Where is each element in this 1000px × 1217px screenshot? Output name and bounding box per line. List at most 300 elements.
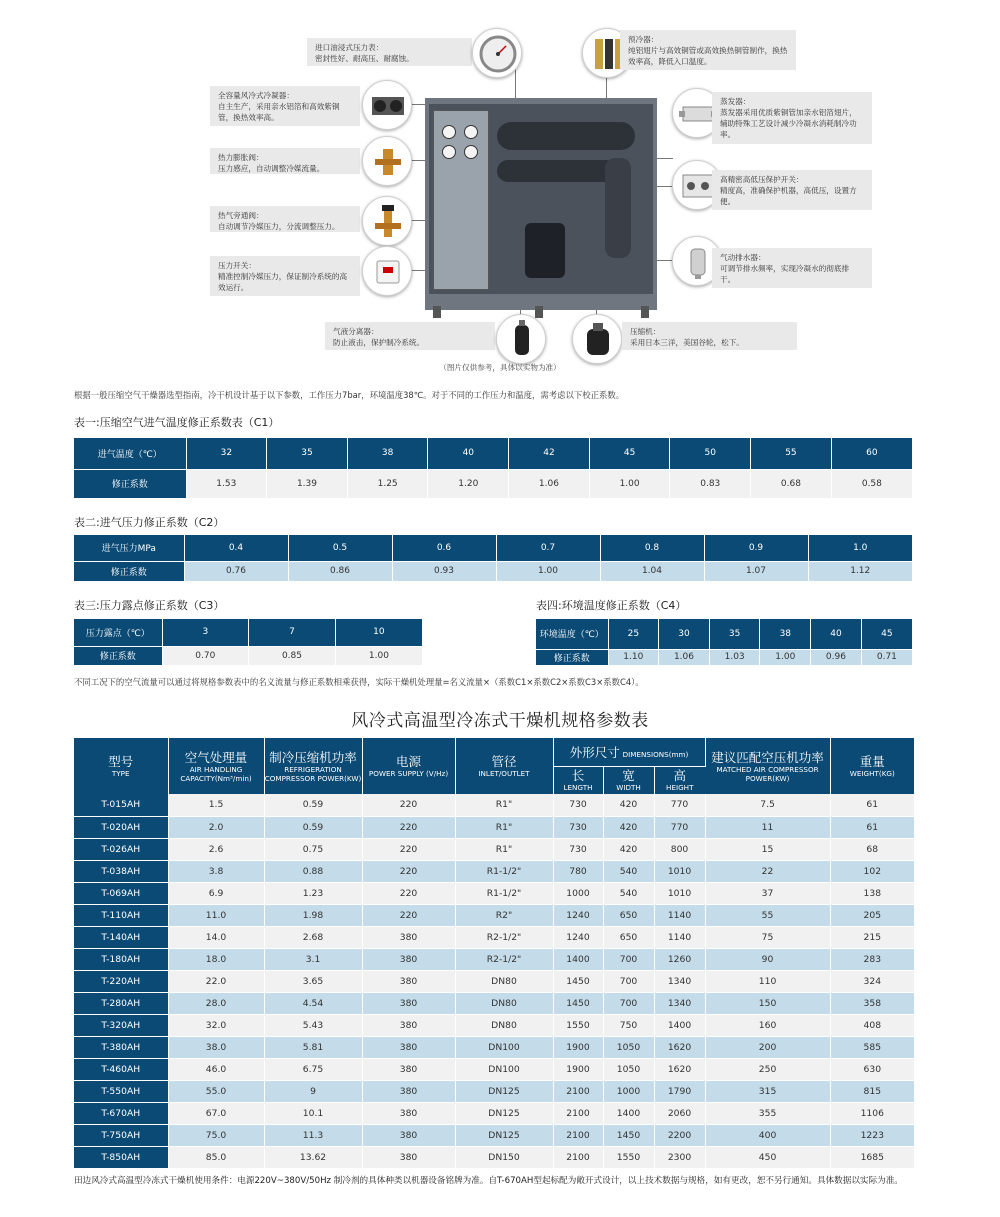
panel-gauge-icon (442, 125, 456, 139)
callout-separator (325, 322, 495, 350)
cell-model: T-850AH (74, 1146, 168, 1168)
header-model-cn: 型号 (108, 754, 134, 769)
cell-height: 1260 (654, 948, 705, 970)
table3-header-cell: 10 (335, 619, 422, 646)
cell-compressor-power: 3.65 (264, 970, 362, 992)
table1-value-row (74, 469, 912, 498)
callout-title: 热气旁通阀： (218, 211, 264, 220)
cell-power-supply: 220 (362, 860, 455, 882)
table1-value-cell: 1.06 (509, 469, 590, 498)
callout-title: 全容量风冷式冷凝器： (218, 91, 294, 100)
cell-pipe-size: R1" (455, 816, 553, 838)
table3-header-row (74, 619, 422, 646)
table-row (74, 1146, 914, 1168)
table1-value-cell: 1.53 (186, 469, 267, 498)
cell-length: 730 (553, 816, 603, 838)
header-supply-en: POWER SUPPLY (V/Hz) (368, 769, 449, 778)
table2-value-cell: 0.76 (184, 561, 288, 581)
cell-length: 780 (553, 860, 603, 882)
table1-value-cell: 1.39 (267, 469, 348, 498)
cell-pipe-size: DN80 (455, 1014, 553, 1036)
cell-weight: 1223 (830, 1124, 914, 1146)
cell-length: 1450 (553, 992, 603, 1014)
cell-power-supply: 380 (362, 1102, 455, 1124)
product-diagram (0, 0, 1000, 385)
table1-header-cell: 42 (509, 438, 590, 469)
header-len-cn: 长 (571, 768, 585, 784)
cell-height: 800 (654, 838, 705, 860)
header-model-en: TYPE (111, 769, 130, 778)
table2-header-cell: 1.0 (808, 535, 912, 561)
table4-value-cell: 0.96 (811, 649, 862, 665)
cell-height: 1140 (654, 904, 705, 926)
cell-compressor-power: 0.59 (264, 794, 362, 816)
table2-header-cell: 0.6 (392, 535, 496, 561)
header-dim-cn: 外形尺寸 (569, 744, 620, 760)
cell-weight: 68 (830, 838, 914, 860)
cell-air-capacity: 75.0 (168, 1124, 264, 1146)
callout-desc: 纯铝翅片与高效铜管或高效换热铜管制作，换热效率高，降低入口温度。 (628, 46, 788, 66)
cell-matched-power: 250 (705, 1058, 830, 1080)
table2-value-cell: 1.12 (808, 561, 912, 581)
cell-power-supply: 380 (362, 1058, 455, 1080)
table-row (74, 1124, 914, 1146)
cell-matched-power: 150 (705, 992, 830, 1014)
cell-width: 1000 (603, 1080, 654, 1102)
table-row (74, 1102, 914, 1124)
cell-width: 1550 (603, 1146, 654, 1168)
cell-power-supply: 220 (362, 794, 455, 816)
callout-desc: 蒸发器采用优质紫铜管加亲水铝箔翅片，辅助特殊工艺设计减少冷凝水消耗制冷功率。 (720, 108, 857, 139)
cell-model: T-110AH (74, 904, 168, 926)
header-hei-en: HEIGHT (666, 783, 694, 793)
table3 (74, 619, 422, 665)
cell-length: 2100 (553, 1080, 603, 1102)
cell-model: T-069AH (74, 882, 168, 904)
cell-air-capacity: 28.0 (168, 992, 264, 1014)
header-weight (830, 738, 914, 794)
callout-desc: 自动调节冷媒压力，分流调整压力。 (218, 222, 340, 231)
callout-bypass-valve (210, 206, 360, 232)
cell-pipe-size: R1-1/2" (455, 882, 553, 904)
cell-length: 730 (553, 838, 603, 860)
cell-length: 2100 (553, 1146, 603, 1168)
cell-air-capacity: 14.0 (168, 926, 264, 948)
table-row (74, 904, 914, 926)
callout-evaporator (712, 92, 872, 144)
header-width (603, 766, 654, 794)
table4-header-cell: 45 (861, 619, 912, 649)
table1-value-cell: 0.58 (831, 469, 912, 498)
cell-pipe-size: DN80 (455, 970, 553, 992)
table4 (536, 619, 912, 665)
cell-weight: 815 (830, 1080, 914, 1102)
table3-header-cell: 7 (249, 619, 336, 646)
panel-gauge-icon (442, 145, 456, 159)
header-weight-cn: 重量 (859, 754, 885, 769)
cell-length: 1900 (553, 1058, 603, 1080)
table4-value-row (536, 649, 912, 665)
header-power (264, 738, 362, 794)
table1-value-cell: 1.00 (589, 469, 670, 498)
callout-title: 进口油浸式压力表： (315, 43, 384, 52)
callout-pressure-switch (210, 256, 360, 296)
cell-weight: 61 (830, 816, 914, 838)
cell-pipe-size: DN125 (455, 1080, 553, 1102)
cell-weight: 1685 (830, 1146, 914, 1168)
table3-value-cell: 1.00 (335, 646, 422, 665)
table1-header-label: 进气温度（℃） (74, 438, 186, 469)
control-panel (433, 110, 489, 290)
cell-model: T-038AH (74, 860, 168, 882)
table3-row-label: 修正系数 (74, 646, 162, 665)
table-row (74, 860, 914, 882)
compressor-icon (572, 314, 622, 364)
table-row (74, 926, 914, 948)
cell-length: 1240 (553, 904, 603, 926)
table2-value-cell: 0.93 (392, 561, 496, 581)
cell-pipe-size: R1" (455, 794, 553, 816)
table2-value-row (74, 561, 912, 581)
cell-air-capacity: 1.5 (168, 794, 264, 816)
cell-power-supply: 220 (362, 816, 455, 838)
machine-leg (535, 306, 543, 318)
table-row (74, 1014, 914, 1036)
cell-height: 1620 (654, 1036, 705, 1058)
cell-compressor-power: 6.75 (264, 1058, 362, 1080)
cell-air-capacity: 2.0 (168, 816, 264, 838)
callout-desc: 采用日本三洋，美国谷轮，松下。 (630, 338, 744, 347)
table1-header-cell: 50 (670, 438, 751, 469)
cell-compressor-power: 4.54 (264, 992, 362, 1014)
cell-power-supply: 380 (362, 970, 455, 992)
cell-air-capacity: 55.0 (168, 1080, 264, 1102)
callout-desc: 防止液击，保护制冷系统。 (333, 338, 425, 347)
table1-header-cell: 45 (589, 438, 670, 469)
cell-model: T-320AH (74, 1014, 168, 1036)
cell-length: 1450 (553, 970, 603, 992)
cell-weight: 1106 (830, 1102, 914, 1124)
cell-width: 1050 (603, 1058, 654, 1080)
header-wid-en: WIDTH (616, 783, 641, 793)
header-power-cn: 制冷压缩机功率 (269, 749, 357, 765)
cell-matched-power: 75 (705, 926, 830, 948)
machine-leg (433, 306, 441, 318)
cell-pipe-size: DN125 (455, 1102, 553, 1124)
cell-weight: 61 (830, 794, 914, 816)
cell-model: T-015AH (74, 794, 168, 816)
table-row (74, 816, 914, 838)
cell-model: T-280AH (74, 992, 168, 1014)
cell-length: 1400 (553, 948, 603, 970)
cell-matched-power: 315 (705, 1080, 830, 1102)
cell-pipe-size: DN80 (455, 992, 553, 1014)
table2-value-cell: 0.86 (288, 561, 392, 581)
cell-model: T-220AH (74, 970, 168, 992)
callout-title: 气动排水器： (720, 253, 766, 262)
header-hei-cn: 高 (673, 768, 687, 784)
cell-width: 650 (603, 904, 654, 926)
table4-header-cell: 30 (659, 619, 710, 649)
cell-power-supply: 380 (362, 992, 455, 1014)
header-weight-en: WEIGHT(KG) (849, 769, 895, 778)
cell-matched-power: 7.5 (705, 794, 830, 816)
callout-desc: 压力感应，自动调整冷媒流量。 (218, 164, 325, 173)
cell-weight: 324 (830, 970, 914, 992)
callout-expansion-valve (210, 148, 360, 174)
cell-power-supply: 220 (362, 882, 455, 904)
table-row (74, 992, 914, 1014)
callout-desc: 可调节排水频率，实现冷凝水的彻底排干。 (720, 264, 850, 284)
table4-header-label: 环境温度（℃） (536, 619, 608, 649)
table1-header-cell: 32 (186, 438, 267, 469)
table1-header-cell: 40 (428, 438, 509, 469)
cell-air-capacity: 18.0 (168, 948, 264, 970)
callout-pressure-gauge (307, 38, 472, 66)
cell-weight: 358 (830, 992, 914, 1014)
cell-weight: 585 (830, 1036, 914, 1058)
dryer-machine-illustration (425, 98, 657, 310)
table4-value-cell: 1.00 (760, 649, 811, 665)
cell-model: T-750AH (74, 1124, 168, 1146)
header-pipe-en: INLET/OUTLET (478, 769, 530, 778)
table2-title: 表二:进气压力修正系数（C2） (74, 516, 225, 529)
header-pipe (455, 738, 553, 794)
pressure-gauge-icon (472, 28, 522, 78)
table1-value-cell: 1.20 (428, 469, 509, 498)
separator-icon (496, 314, 546, 364)
cell-air-capacity: 11.0 (168, 904, 264, 926)
cell-height: 1340 (654, 992, 705, 1014)
cell-weight: 408 (830, 1014, 914, 1036)
cell-compressor-power: 2.68 (264, 926, 362, 948)
cell-model: T-026AH (74, 838, 168, 860)
cell-width: 540 (603, 882, 654, 904)
panel-gauge-icon (464, 145, 478, 159)
header-wid-cn: 宽 (622, 768, 635, 784)
table-row (74, 970, 914, 992)
cell-weight: 630 (830, 1058, 914, 1080)
cell-air-capacity: 2.6 (168, 838, 264, 860)
table-row (74, 882, 914, 904)
header-pipe-cn: 管径 (491, 754, 517, 769)
cell-compressor-power: 0.75 (264, 838, 362, 860)
cell-compressor-power: 0.88 (264, 860, 362, 882)
callout-auto-drain (712, 248, 872, 288)
cell-matched-power: 400 (705, 1124, 830, 1146)
header-matched (705, 738, 830, 794)
cell-length: 2100 (553, 1124, 603, 1146)
cell-width: 420 (603, 816, 654, 838)
cell-height: 1620 (654, 1058, 705, 1080)
cell-length: 2100 (553, 1102, 603, 1124)
table2-header-row (74, 535, 912, 561)
table4-value-cell: 0.71 (861, 649, 912, 665)
callout-title: 高精密高低压保护开关： (720, 175, 804, 184)
table1-title: 表一:压缩空气进气温度修正系数表（C1） (74, 416, 280, 429)
cell-model: T-460AH (74, 1058, 168, 1080)
callout-title: 预冷器： (628, 35, 659, 44)
cell-length: 1000 (553, 882, 603, 904)
spec-header-row (74, 738, 914, 766)
cell-height: 1010 (654, 860, 705, 882)
cell-power-supply: 380 (362, 1080, 455, 1102)
cell-power-supply: 220 (362, 838, 455, 860)
table4-header-cell: 38 (760, 619, 811, 649)
callout-title: 热力膨胀阀： (218, 153, 264, 162)
cell-pipe-size: DN100 (455, 1058, 553, 1080)
header-dimensions (553, 738, 705, 766)
cell-width: 1450 (603, 1124, 654, 1146)
cell-height: 1400 (654, 1014, 705, 1036)
cell-power-supply: 380 (362, 926, 455, 948)
cell-matched-power: 55 (705, 904, 830, 926)
panel-gauge-icon (464, 125, 478, 139)
diagram-caption: （图片仅供参考，具体以实物为准） (439, 363, 561, 372)
cell-matched-power: 160 (705, 1014, 830, 1036)
cell-length: 730 (553, 794, 603, 816)
cell-weight: 215 (830, 926, 914, 948)
cell-compressor-power: 0.59 (264, 816, 362, 838)
cell-air-capacity: 6.9 (168, 882, 264, 904)
table4-value-cell: 1.10 (608, 649, 659, 665)
table2-header-label: 进气压力MPa (74, 535, 184, 561)
cell-pipe-size: DN125 (455, 1124, 553, 1146)
cell-length: 1240 (553, 926, 603, 948)
cell-air-capacity: 22.0 (168, 970, 264, 992)
cell-width: 420 (603, 838, 654, 860)
cell-height: 2200 (654, 1124, 705, 1146)
table1-value-cell: 1.25 (347, 469, 428, 498)
cell-air-capacity: 3.8 (168, 860, 264, 882)
cell-compressor-power: 3.1 (264, 948, 362, 970)
callout-hl-switch (712, 170, 872, 210)
machine-leg (641, 306, 649, 318)
spec-table (74, 738, 914, 1169)
cell-height: 1140 (654, 926, 705, 948)
cell-weight: 283 (830, 948, 914, 970)
table2-value-cell: 1.07 (704, 561, 808, 581)
cell-model: T-180AH (74, 948, 168, 970)
cell-air-capacity: 85.0 (168, 1146, 264, 1168)
spec-table-body (74, 794, 914, 1168)
footnote: 田边风冷式高温型冷冻式干燥机使用条件：电源220V~380V/50Hz 制冷剂的具体种类以机器设备铭牌为准。自T-670AH型起标配为敞开式设计，以上技术数据与规格，如有更改，恕不另行通知。具体数据以实际为准。 (74, 1176, 903, 1186)
callout-desc: 精度高，准确保护机器，高低压，设置方便。 (720, 186, 857, 206)
table3-value-row (74, 646, 422, 665)
cell-power-supply: 220 (362, 904, 455, 926)
condenser-icon (362, 80, 412, 130)
table1-header-cell: 38 (347, 438, 428, 469)
table4-value-cell: 1.03 (709, 649, 760, 665)
table4-row-label: 修正系数 (536, 649, 608, 665)
callout-desc: 密封性好、耐高压、耐腐蚀。 (315, 54, 414, 63)
table3-header-cell: 3 (162, 619, 249, 646)
callout-desc: 精准控制冷媒压力，保证制冷系统的高效运行。 (218, 272, 348, 292)
cell-compressor-power: 5.43 (264, 1014, 362, 1036)
table1-row-label: 修正系数 (74, 469, 186, 498)
table2-header-cell: 0.9 (704, 535, 808, 561)
cell-matched-power: 110 (705, 970, 830, 992)
cell-height: 770 (654, 816, 705, 838)
callout-compressor (622, 322, 797, 350)
callout-desc: 自主生产，采用亲水铝箔和高效紫铜管，换热效率高。 (218, 102, 340, 122)
cell-matched-power: 15 (705, 838, 830, 860)
cell-pipe-size: R2-1/2" (455, 926, 553, 948)
cell-model: T-550AH (74, 1080, 168, 1102)
cell-width: 750 (603, 1014, 654, 1036)
cell-width: 420 (603, 794, 654, 816)
precooler-pipe (497, 160, 617, 182)
cell-pipe-size: DN150 (455, 1146, 553, 1168)
header-power-en: REFRIGERATION COMPRESSOR POWER(KW) (264, 764, 362, 783)
table-row (74, 1058, 914, 1080)
cell-weight: 205 (830, 904, 914, 926)
cell-width: 650 (603, 926, 654, 948)
cell-air-capacity: 46.0 (168, 1058, 264, 1080)
cell-compressor-power: 1.23 (264, 882, 362, 904)
table2-row-label: 修正系数 (74, 561, 184, 581)
pressure-switch-icon (362, 246, 412, 296)
cell-pipe-size: DN100 (455, 1036, 553, 1058)
table2 (74, 535, 912, 581)
table-row (74, 838, 914, 860)
cell-matched-power: 37 (705, 882, 830, 904)
formula-note: 不同工况下的空气流量可以通过将规格参数表中的名义流量与修正系数相乘获得，实际干燥机处理量=名义流量×（系数C1×系数C2×系数C3×系数C4）。 (74, 677, 644, 687)
cell-height: 1010 (654, 882, 705, 904)
header-model (74, 738, 168, 794)
cell-power-supply: 380 (362, 1014, 455, 1036)
table2-header-cell: 0.7 (496, 535, 600, 561)
table-row (74, 1080, 914, 1102)
table1-header-cell: 55 (751, 438, 832, 469)
cell-compressor-power: 13.62 (264, 1146, 362, 1168)
callout-title: 压力开关： (218, 261, 256, 270)
table3-value-cell: 0.85 (249, 646, 336, 665)
cell-compressor-power: 1.98 (264, 904, 362, 926)
header-supply-cn: 电源 (395, 754, 421, 769)
cell-pipe-size: R2-1/2" (455, 948, 553, 970)
table1-header-row (74, 438, 912, 469)
table3-title: 表三:压力露点修正系数（C3） (74, 599, 225, 612)
cell-pipe-size: R1" (455, 838, 553, 860)
cell-width: 540 (603, 860, 654, 882)
table-row (74, 794, 914, 816)
cell-compressor-power: 11.3 (264, 1124, 362, 1146)
table3-value-cell: 0.70 (162, 646, 249, 665)
cell-air-capacity: 67.0 (168, 1102, 264, 1124)
table4-header-cell: 35 (709, 619, 760, 649)
table2-value-cell: 1.00 (496, 561, 600, 581)
header-air-cn: 空气处理量 (184, 749, 248, 765)
header-air-en: AIR HANDLING CAPACITY(Nm³/min) (180, 764, 252, 783)
header-supply (362, 738, 455, 794)
cell-pipe-size: R1-1/2" (455, 860, 553, 882)
cell-compressor-power: 10.1 (264, 1102, 362, 1124)
table1 (74, 438, 912, 498)
cell-weight: 102 (830, 860, 914, 882)
cell-model: T-140AH (74, 926, 168, 948)
cell-width: 1400 (603, 1102, 654, 1124)
header-match-cn: 建议匹配空压机功率 (711, 749, 824, 765)
cell-matched-power: 22 (705, 860, 830, 882)
callout-precooler (620, 30, 796, 70)
cell-length: 1550 (553, 1014, 603, 1036)
cell-power-supply: 380 (362, 1036, 455, 1058)
header-match-en: MATCHED AIR COMPRESSOR POWER(KW) (716, 764, 819, 783)
evaporator-pipe (497, 122, 635, 150)
table-row (74, 1036, 914, 1058)
callout-title: 气液分离器： (333, 327, 379, 336)
